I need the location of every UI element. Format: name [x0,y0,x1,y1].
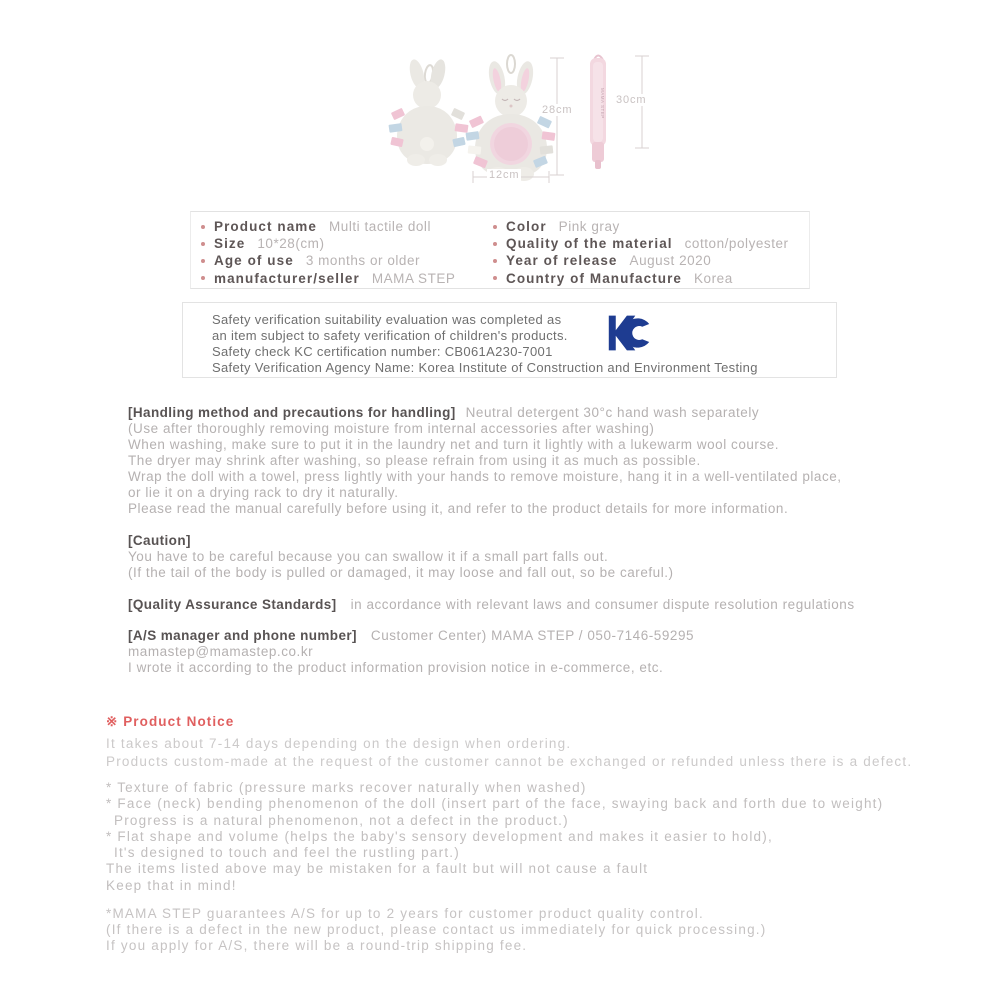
spec-label: Age of use [214,253,294,269]
quality-assurance-section [128,597,938,613]
as-email: mamastep@mamastep.co.kr [128,644,314,659]
handling-line: When washing, make sure to put it in the laundry net and turn it lightly with a lukewarm wool course. [128,437,780,452]
guarantee-line: (If there is a defect in the new product, please contact us immediately for quick processing.) [106,922,767,937]
spec-row-material [493,235,809,252]
spec-label: Product name [214,219,317,235]
as-manager-section [128,628,938,676]
quality-heading: [Quality Assurance Standards] [128,597,337,612]
safety-certification-box [182,302,837,378]
handling-line: (Use after thoroughly removing moisture from internal accessories after washing) [128,421,655,436]
caution-heading: [Caution] [128,533,191,548]
bunny-back-view [389,58,469,166]
handling-section [128,405,938,517]
spec-label: Quality of the material [506,236,673,252]
spec-label: Size [214,236,246,252]
as-heading: [A/S manager and phone number] [128,628,357,643]
spec-column-left [191,218,493,288]
spec-label: Year of release [506,253,618,269]
notice-line: It takes about 7-14 days depending on the design when ordering. [106,736,572,751]
spec-label: Country of Manufacture [506,270,683,286]
spec-row-country [493,270,809,287]
caution-line: You have to be careful because you can swallow it if a small part falls out. [128,549,609,564]
handling-line: Wrap the doll with a towel, press lightly with your hands to remove moisture, hang it in a well-ventilated place, [128,469,842,484]
kc-certification-icon [606,310,652,356]
as-contact: Customer Center) MAMA STEP / 050-7146-59295 [370,628,695,643]
bullet-icon [493,225,497,229]
note-line: * Flat shape and volume (helps the baby's sensory development and makes it easier to hold), [106,828,773,844]
spec-column-right [493,218,809,288]
spec-row-age-of-use [201,252,493,269]
spec-row-year-of-release [493,252,809,269]
handling-line: or lie it on a drying rack to dry it naturally. [128,485,399,500]
pacifier-strap [590,56,606,170]
strap-brand-text: MAMA STEP [600,88,605,119]
product-notes-section [106,780,916,894]
product-notice-section [106,714,916,770]
note-line: The items listed above may be mistaken for a fault but will not cause a fault [106,861,649,877]
quality-text: in accordance with relevant laws and consumer dispute resolution regulations [350,597,855,612]
dimension-width-label: 12cm [489,169,520,181]
spec-label: Color [506,219,547,235]
spec-value: Korea [694,270,733,286]
spec-row-color [493,218,809,235]
bullet-icon [493,242,497,246]
bullet-icon [201,225,205,229]
bullet-icon [201,242,205,246]
spec-value: August 2020 [629,253,712,269]
handling-intro: Neutral detergent 30°c hand wash separately [465,405,760,420]
spec-row-product-name [201,218,493,235]
guarantee-line: If you apply for A/S, there will be a round-trip shipping fee. [106,938,528,953]
spec-row-size [201,235,493,252]
notice-heading: ※ Product Notice [106,714,235,729]
spec-value: 3 months or older [305,253,421,269]
as-line: I wrote it according to the product information provision notice in e-commerce, etc. [128,660,664,675]
spec-label: manufacturer/seller [214,270,360,286]
spec-row-manufacturer [201,270,493,287]
bullet-icon [493,259,497,263]
safety-line: Safety Verification Agency Name: Korea Institute of Construction and Environment Testing [212,359,758,375]
note-line: * Face (neck) bending phenomenon of the doll (insert part of the face, swaying back and forth due to weight) [106,796,884,812]
spec-value: Pink gray [558,219,620,235]
bullet-icon [493,276,497,280]
note-line: * Texture of fabric (pressure marks recover naturally when washed) [106,780,587,795]
bunny-front-view [466,55,556,181]
spec-value: 10*28(cm) [257,236,325,252]
caution-section [128,533,938,581]
handling-line: Please read the manual carefully before using it, and refer to the product details for more information. [128,501,789,516]
spec-value: Multi tactile doll [328,219,431,235]
bullet-icon [201,259,205,263]
handling-heading: [Handling method and precautions for handling] [128,405,456,420]
safety-line: an item subject to safety verification of children's products. [212,327,568,343]
note-line: Progress is a natural phenomenon, not a defect in the product.) [114,812,569,828]
guarantee-section [106,906,916,954]
spec-value: MAMA STEP [371,270,456,286]
bullet-icon [201,276,205,280]
note-line: It's designed to touch and feel the rustling part.) [114,845,460,861]
caution-line: (If the tail of the body is pulled or damaged, it may loose and fall out, so be careful.) [128,565,674,580]
safety-line: Safety verification suitability evaluation was completed as [212,312,562,327]
safety-line: Safety check KC certification number: CB061A230-7001 [212,343,553,359]
guarantee-line: *MAMA STEP guarantees A/S for up to 2 years for customer product quality control. [106,906,704,921]
product-images [370,48,650,198]
spec-value: cotton/polyester [684,236,789,252]
note-line: Keep that in mind! [106,877,237,893]
spec-table [190,211,810,289]
handling-line: The dryer may shrink after washing, so please refrain from using it as much as possible. [128,453,701,468]
dimension-height-label: 28cm [542,104,573,116]
dimension-strap-label: 30cm [616,94,647,106]
notice-line: Products custom-made at the request of the customer cannot be exchanged or refunded unless there is a defect. [106,753,913,769]
